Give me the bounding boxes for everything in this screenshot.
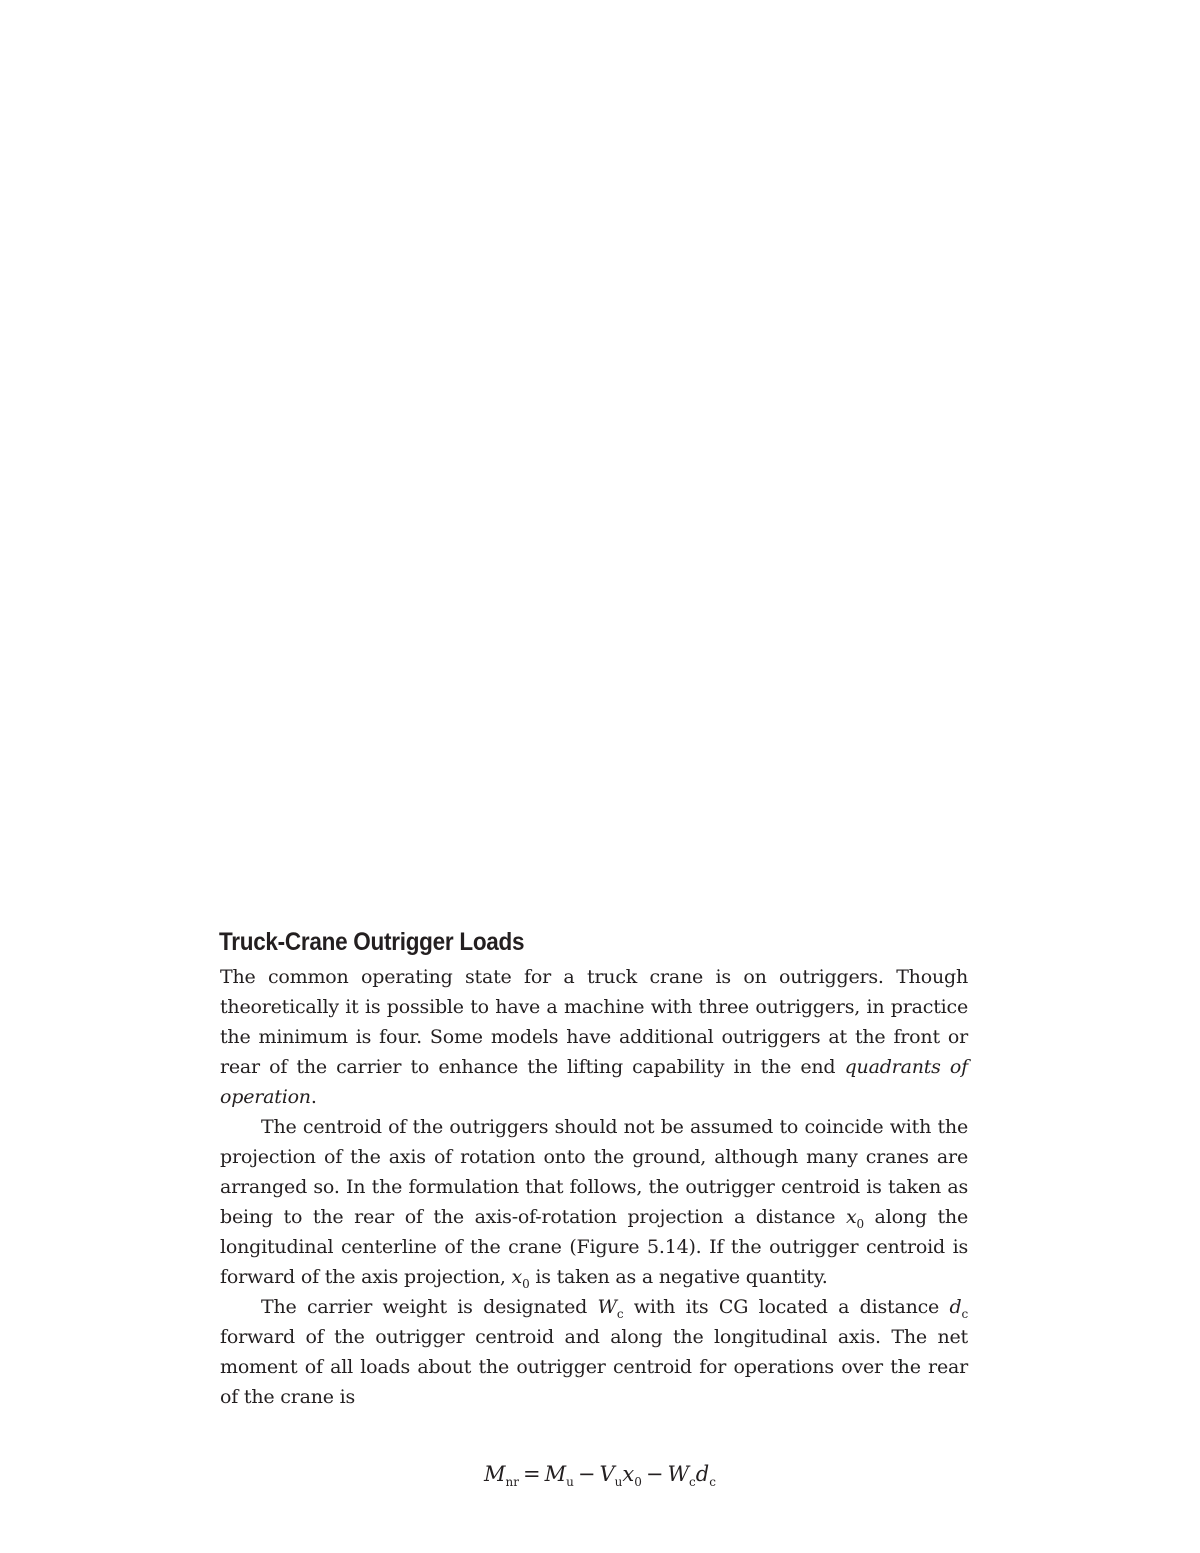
paragraph-2-text-b: along the longitudinal centerline of the crane (Figure 5.14). If the outrigger centroid is forward of the axis projection, bbox=[220, 1206, 968, 1288]
eq-lhs-sub: nr bbox=[505, 1475, 519, 1489]
eq-t3-var: W bbox=[667, 1462, 690, 1486]
eq-t1-var: M bbox=[544, 1462, 567, 1486]
paragraph-2-var-x: x bbox=[845, 1206, 857, 1228]
eq-t2-var2: x bbox=[622, 1462, 635, 1486]
eq-t1-sub: u bbox=[566, 1475, 574, 1489]
paragraph-2-text-a: The centroid of the outriggers should not be assumed to coincide with the projection of the axis of rotation onto the ground, although many cranes are arranged so. In the formulation that follows, the outrigger centroid is taken as being to the rear of the axis-of-rotation projection a distance bbox=[220, 1116, 968, 1228]
paragraph-3-var-w: W bbox=[597, 1296, 617, 1318]
eq-t2-sub2: 0 bbox=[634, 1475, 642, 1489]
body-text bbox=[220, 962, 968, 1412]
paragraph-3-text-c: forward of the outrigger centroid and along the longitudinal axis. The net moment of all loads about the outrigger centroid for operations over the rear of the crane is bbox=[220, 1326, 968, 1408]
eq-minus-2: − bbox=[645, 1462, 664, 1486]
paragraph-2-sub-0: 0 bbox=[856, 1217, 864, 1231]
moment-equation bbox=[484, 1459, 716, 1489]
eq-t3-var2: d bbox=[695, 1462, 710, 1486]
eq-equals: = bbox=[522, 1462, 541, 1486]
paragraph-3-sub-c: c bbox=[616, 1307, 624, 1321]
paragraph-2-var-x-2: x bbox=[511, 1266, 523, 1288]
paragraph-3-sub-c-2: c bbox=[961, 1307, 968, 1321]
eq-lhs-var: M bbox=[484, 1462, 506, 1486]
paragraph-2 bbox=[220, 1112, 968, 1292]
paragraph-3-var-d: d bbox=[949, 1296, 962, 1318]
eq-t3-sub2: c bbox=[709, 1475, 716, 1489]
paragraph-2-text-c: is taken as a negative quantity. bbox=[529, 1266, 828, 1288]
eq-t3-sub: c bbox=[689, 1475, 696, 1489]
section-heading: Truck-Crane Outrigger Loads bbox=[219, 928, 525, 956]
eq-t2-sub: u bbox=[614, 1475, 623, 1489]
paragraph-3-text-a: The carrier weight is designated bbox=[261, 1296, 598, 1318]
paragraph-1-text: The common operating state for a truck crane is on outriggers. Though theoretically it is possible to have a machine with three outriggers, in practice the minimum is four. Some models have additional outriggers at the front or rear of the carrier to enhance the lifting capability in the end bbox=[220, 966, 968, 1078]
paragraph-1-end: . bbox=[310, 1086, 317, 1108]
paragraph-2-sub-0-2: 0 bbox=[522, 1277, 530, 1291]
eq-t2-var: V bbox=[599, 1462, 615, 1486]
paragraph-3-text-b: with its CG located a distance bbox=[623, 1296, 950, 1318]
paragraph-3 bbox=[220, 1292, 968, 1412]
paragraph-1 bbox=[220, 962, 968, 1112]
eq-minus-1: − bbox=[577, 1462, 596, 1486]
paragraph-1-italic: quadrants of operation bbox=[220, 1056, 968, 1108]
